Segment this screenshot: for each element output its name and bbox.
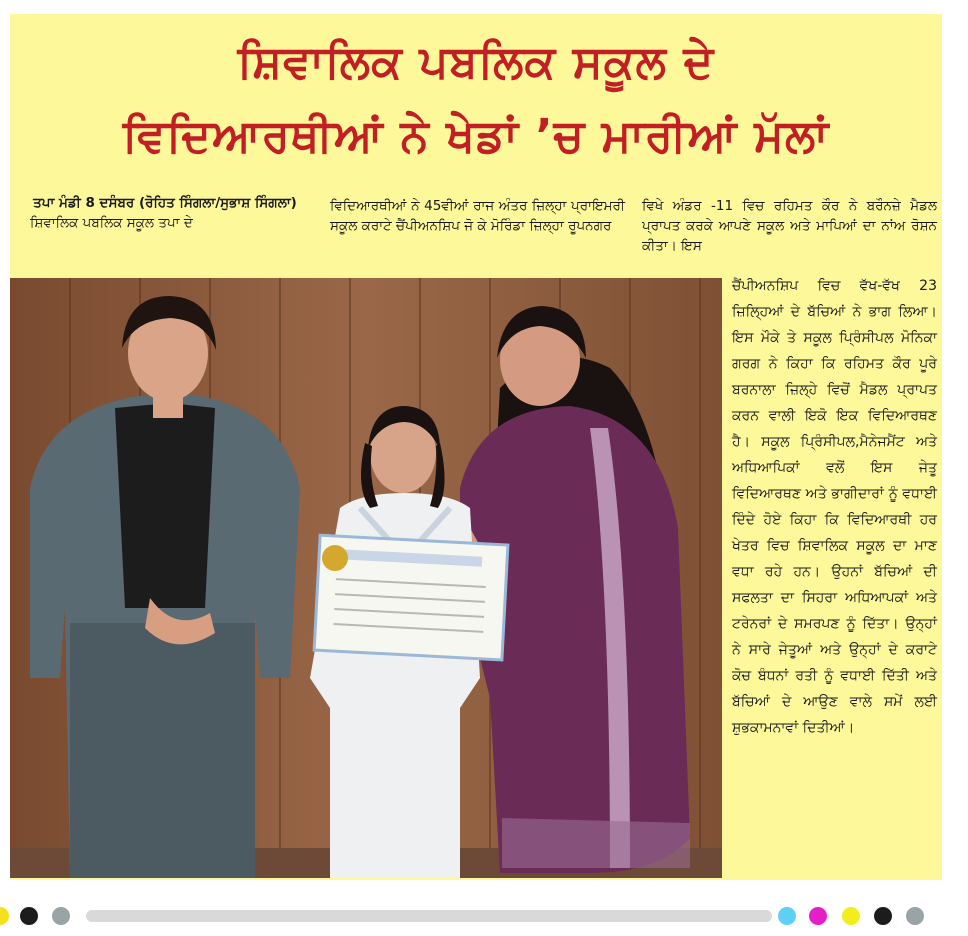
calibration-dot-magenta — [809, 907, 827, 925]
calibration-dot-black — [20, 907, 38, 925]
medal-icon — [322, 545, 348, 571]
headline-line-2: ਵਿਦਿਆਰਥੀਆਂ ਨੇ ਖੇਡਾਂ ’ਚ ਮਾਰੀਆਂ ਮੱਲਾਂ — [122, 109, 830, 162]
award-photo-illustration — [10, 278, 722, 878]
calibration-dot-gray-2 — [906, 907, 924, 925]
award-photo — [10, 278, 722, 878]
certificate — [314, 535, 508, 660]
article-column-2: ਵਿਦਿਆਰਥੀਆਂ ਨੇ 45ਵੀਆਂ ਰਾਜ ਅੰਤਰ ਜ਼ਿਲ੍ਹਾ ਪ੍ਰਾਇਮਰੀ ਸਕੂਲ ਕਰਾਟੇ ਚੈਂਪੀਅਨਸ਼ਿਪ ਜੋ ਕੇ ਮੋਰਿੰਡਾ ਜ਼ਿਲ੍ਹਾ ਰੂਪਨਗਰ — [330, 198, 625, 234]
calibration-dot-cyan — [778, 907, 796, 925]
byline: ਤਪਾ ਮੰਡੀ 8 ਦਸੰਬਰ (ਰੋਹਿਤ ਸਿੰਗਲਾ/ਸੁਭਾਸ਼ ਸਿੰਗਲਾ) — [33, 195, 297, 211]
calibration-dot-yellow-2 — [842, 907, 860, 925]
article-column-1 — [30, 193, 300, 233]
calibration-dot-yellow — [0, 907, 9, 925]
color-calibration-bar — [0, 896, 968, 936]
article-column-3: ਵਿਖੇ ਅੰਡਰ -11 ਵਿਚ ਰਹਿਮਤ ਕੌਰ ਨੇ ਬਰੌਨਜ਼ੇ ਮੈਡਲ ਪ੍ਰਾਪਤ ਕਰਕੇ ਆਪਣੇ ਸਕੂਲ ਅਤੇ ਮਾਪਿਆਂ ਦਾ ਨਾਂਅ ਰੋਸ਼ਨ ਕੀਤਾ। ਇਸ — [642, 198, 937, 254]
calibration-dot-black-2 — [874, 907, 892, 925]
headline-line-1: ਸ਼ਿਵਾਲਿਕ ਪਬਲਿਕ ਸਕੂਲ ਦੇ — [237, 35, 715, 88]
calibration-dot-gray — [52, 907, 70, 925]
article-column-1-text: ਸ਼ਿਵਾਲਿਕ ਪਬਲਿਕ ਸਕੂਲ ਤਪਾ ਦੇ — [30, 215, 193, 231]
article-right-column: ਚੈਂਪੀਅਨਸ਼ਿਪ ਵਿਚ ਵੱਖ-ਵੱਖ 23 ਜ਼ਿਲ੍ਹਿਆਂ ਦੇ ਬੱਚਿਆਂ ਨੇ ਭਾਗ ਲਿਆ।ਇਸ ਮੌਕੇ ਤੇ ਸਕੂਲ ਪ੍ਰਿੰਸੀਪਲ ਮੋਨਿਕਾ ਗਰਗ ਨੇ ਕਿਹਾ ਕਿ ਰਹਿਮਤ ਕੌਰ ਪੂਰੇ ਬਰਨਾਲਾ ਜ਼ਿਲ੍ਹੇ ਵਿਚੋਂ ਮੈਡਲ ਪ੍ਰਾਪਤ ਕਰਨ ਵਾਲੀ ਇਕੋ ਇਕ ਵਿਦਿਆਰਥਣ ਹੈ। ਸਕੂਲ ਪ੍ਰਿੰਸੀਪਲ,ਮੈਨੇਜਮੈਂਟ ਅਤੇ ਅਧਿਆਪਿਕਾਂ ਵਲੋਂ ਇਸ ਜੇਤੂ ਵਿਦਿਆਰਥਣ ਅਤੇ ਭਾਗੀਦਾਰਾਂ ਨੂੰ ਵਧਾਈ ਦਿੰਦੇ ਹੋਏ ਕਿਹਾ ਕਿ ਵਿਦਿਆਰਥੀ ਹਰ ਖੇਤਰ ਵਿਚ ਸ਼ਿਵਾਲਿਕ ਸਕੂਲ ਦਾ ਮਾਣ ਵਧਾ ਰਹੇ ਹਨ। ਉਹਨਾਂ ਬੱਚਿਆਂ ਦੀ ਸਫਲਤਾ ਦਾ ਸਿਹਰਾ ਅਧਿਆਪਕਾਂ ਅਤੇ ਟਰੇਨਰਾਂ ਦੇ ਸਮਰਪਣ ਨੂੰ ਦਿੱਤਾ। ਉਨ੍ਹਾਂ ਨੇ ਸਾਰੇ ਜੇਤੂਆਂ ਅਤੇ ਉਨ੍ਹਾਂ ਦੇ ਕਰਾਟੇ ਕੋਚ ਬੰਧਨਾਂ ਰਤੀ ਨੂੰ ਵਧਾਈ ਦਿੱਤੀ ਅਤੇ ਬੱਚਿਆਂ ਦੇ ਆਉਣ ਵਾਲੇ ਸਮੇਂ ਲਈ ਸ਼ੁਭਕਾਮਨਾਵਾਂ ਦਿਤੀਆਂ। — [732, 278, 937, 736]
calibration-gray-bar — [86, 910, 772, 922]
